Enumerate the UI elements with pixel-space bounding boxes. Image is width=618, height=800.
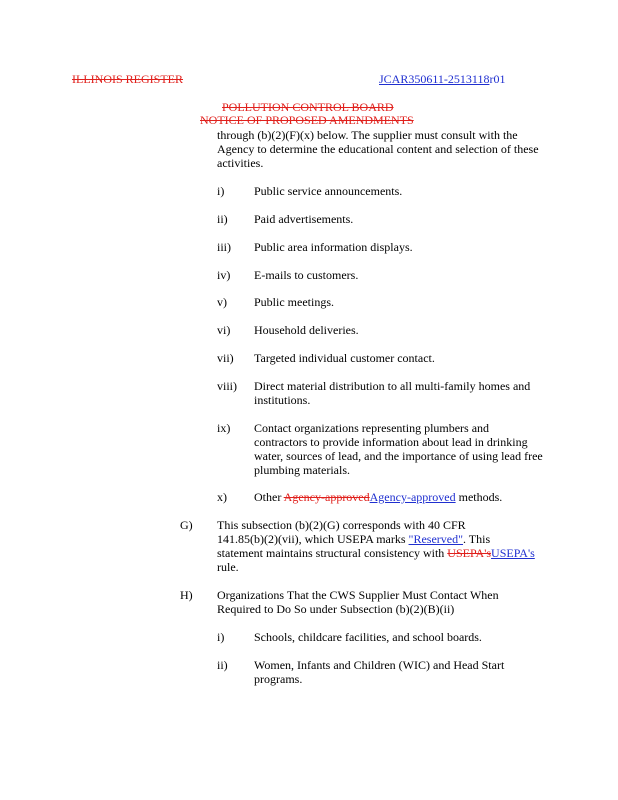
section-h-heading [217,588,499,616]
list-item-text: Public meetings. [254,295,334,309]
list-item-number: ii) [217,212,228,226]
section-line: Required to Do So under Subsection (b)(2)(B)(ii) [217,602,455,616]
list-item-text: Household deliveries. [254,323,359,337]
list-item-line: Direct material distribution to all multi-family homes and [254,379,531,393]
list-item-text: Paid advertisements. [254,212,354,226]
list-item-number: x) [217,490,227,504]
list-item-text: Targeted individual customer contact. [254,351,435,365]
inserted-text: USEPA's [491,546,535,560]
section-label: G) [180,518,193,532]
list-item-number: v) [217,295,227,309]
list-item-line: programs. [254,672,303,686]
document-code-main: JCAR350611-2513118 [379,72,490,86]
text-run: methods. [455,490,503,504]
list-item-line: institutions. [254,393,311,407]
list-item-number: iv) [217,268,231,282]
intro-line: through (b)(2)(F)(x) below. The supplier must consult with the [217,128,518,142]
list-item-text: Schools, childcare facilities, and school boards. [254,630,482,644]
section-line: Organizations That the CWS Supplier Must Contact When [217,588,499,602]
list-item-text [254,658,504,686]
list-item-number: ii) [217,658,228,672]
section-line: This subsection (b)(2)(G) corresponds with 40 CFR [217,518,466,532]
list-item-line: water, sources of lead, and the importance of using lead free [254,449,543,463]
list-item-line: Women, Infants and Children (WIC) and Head Start [254,658,505,672]
section-line: rule. [217,560,239,574]
inserted-text: "Reserved" [408,532,463,546]
text-run: 141.85(b)(2)(vii), which USEPA marks [217,532,409,546]
text-run: . This [463,532,491,546]
register-title: ILLINOIS REGISTER [72,72,183,86]
intro-line: activities. [217,156,264,170]
list-item-text: E-mails to customers. [254,268,359,282]
deleted-text: USEPA's [447,546,492,560]
section-line [217,546,535,560]
list-item-line: contractors to provide information about lead in drinking [254,435,528,449]
notice-title: NOTICE OF PROPOSED AMENDMENTS [200,113,414,127]
list-item-line: Contact organizations representing plumbers and [254,421,490,435]
list-item-number: vii) [217,351,234,365]
list-item-number: iii) [217,240,231,254]
section-g-paragraph [217,518,535,574]
section-line [217,532,535,546]
list-item-number: i) [217,184,225,198]
deleted-text: Agency-approved [283,490,370,504]
list-item-text: Public service announcements. [254,184,403,198]
list-item-number: i) [217,630,225,644]
intro-line: Agency to determine the educational content and selection of these [217,142,539,156]
list-item-text [254,379,530,407]
list-item-number: viii) [217,379,237,393]
list-item-number: ix) [217,421,231,435]
section-label: H) [180,588,193,602]
list-item-text-tracked [254,490,502,504]
inserted-text: Agency-approved [369,490,456,504]
document-code-suffix: r01 [489,72,506,86]
list-item-text [254,421,543,477]
text-run: statement maintains structural consistency with [217,546,448,560]
text-run: Other [254,490,284,504]
list-item-line: plumbing materials. [254,463,350,477]
intro-paragraph [217,128,539,170]
list-item-text: Public area information displays. [254,240,413,254]
document-code [379,72,505,86]
list-item-number: vi) [217,323,231,337]
agency-name: POLLUTION CONTROL BOARD [222,100,394,114]
